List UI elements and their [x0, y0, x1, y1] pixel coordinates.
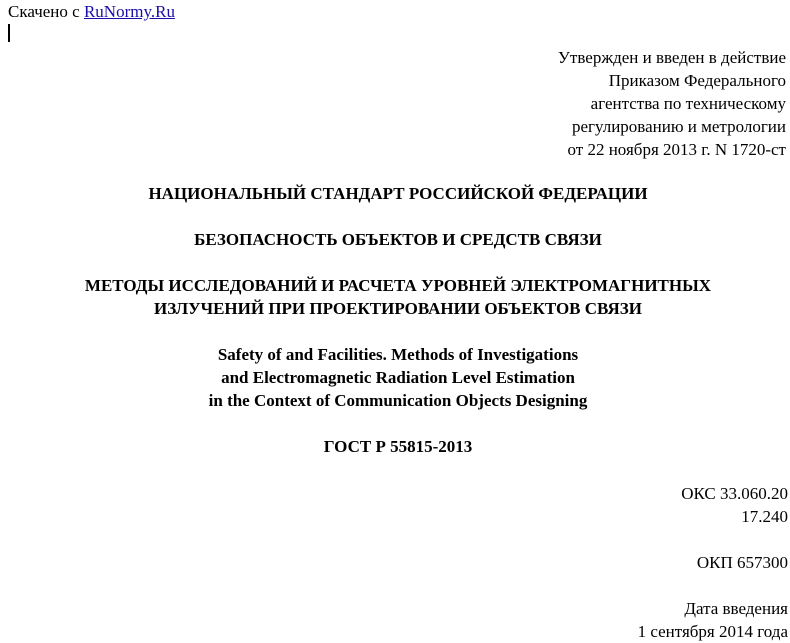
- approval-line: регулированию и метрологии: [571, 117, 786, 136]
- national-standard-text: НАЦИОНАЛЬНЫЙ СТАНДАРТ РОССИЙСКОЙ ФЕДЕРАЦИИ: [148, 184, 648, 203]
- oks-code-line: ОКС 33.060.20: [681, 484, 788, 503]
- gost-number: ГОСТ Р 55815-2013: [323, 437, 473, 456]
- introduction-date-block: [638, 597, 788, 643]
- safety-heading: [0, 228, 790, 251]
- approval-line: агентства по техническому: [590, 94, 786, 113]
- source-prefix: Скачено с: [8, 2, 84, 21]
- methods-title: [0, 274, 790, 320]
- gost-designation: [0, 435, 790, 458]
- approval-line: Утвержден и введен в действие: [557, 48, 786, 67]
- english-title-line: in the Context of Communication Objects Designing: [208, 391, 588, 410]
- national-standard-heading: [0, 182, 790, 205]
- approval-line: Приказом Федерального: [608, 71, 786, 90]
- introduction-label: Дата введения: [684, 599, 788, 618]
- introduction-date: 1 сентября 2014 года: [637, 622, 788, 641]
- safety-text: БЕЗОПАСНОСТЬ ОБЪЕКТОВ И СРЕДСТВ СВЯЗИ: [194, 230, 602, 249]
- methods-title-line: ИЗЛУЧЕНИЙ ПРИ ПРОЕКТИРОВАНИИ ОБЪЕКТОВ СВЯЗИ: [154, 299, 642, 318]
- source-link[interactable]: RuNormy.Ru: [83, 2, 175, 21]
- approval-line: от 22 ноября 2013 г. N 1720-ст: [567, 140, 786, 159]
- oks-code-block: [681, 482, 788, 528]
- text-cursor: [8, 24, 10, 42]
- english-title-line: Safety of and Facilities. Methods of Investigations: [217, 345, 579, 364]
- english-title-line: and Electromagnetic Radiation Level Estimation: [221, 368, 575, 387]
- okp-code-block: [697, 551, 788, 574]
- source-line: [8, 2, 175, 22]
- english-title: [0, 343, 790, 412]
- methods-title-line: МЕТОДЫ ИССЛЕДОВАНИЙ И РАСЧЕТА УРОВНЕЙ ЭЛЕКТРОМАГНИТНЫХ: [84, 276, 712, 295]
- okp-code: ОКП 657300: [696, 553, 788, 572]
- approval-block: [558, 46, 786, 161]
- oks-code-line: 17.240: [741, 507, 788, 526]
